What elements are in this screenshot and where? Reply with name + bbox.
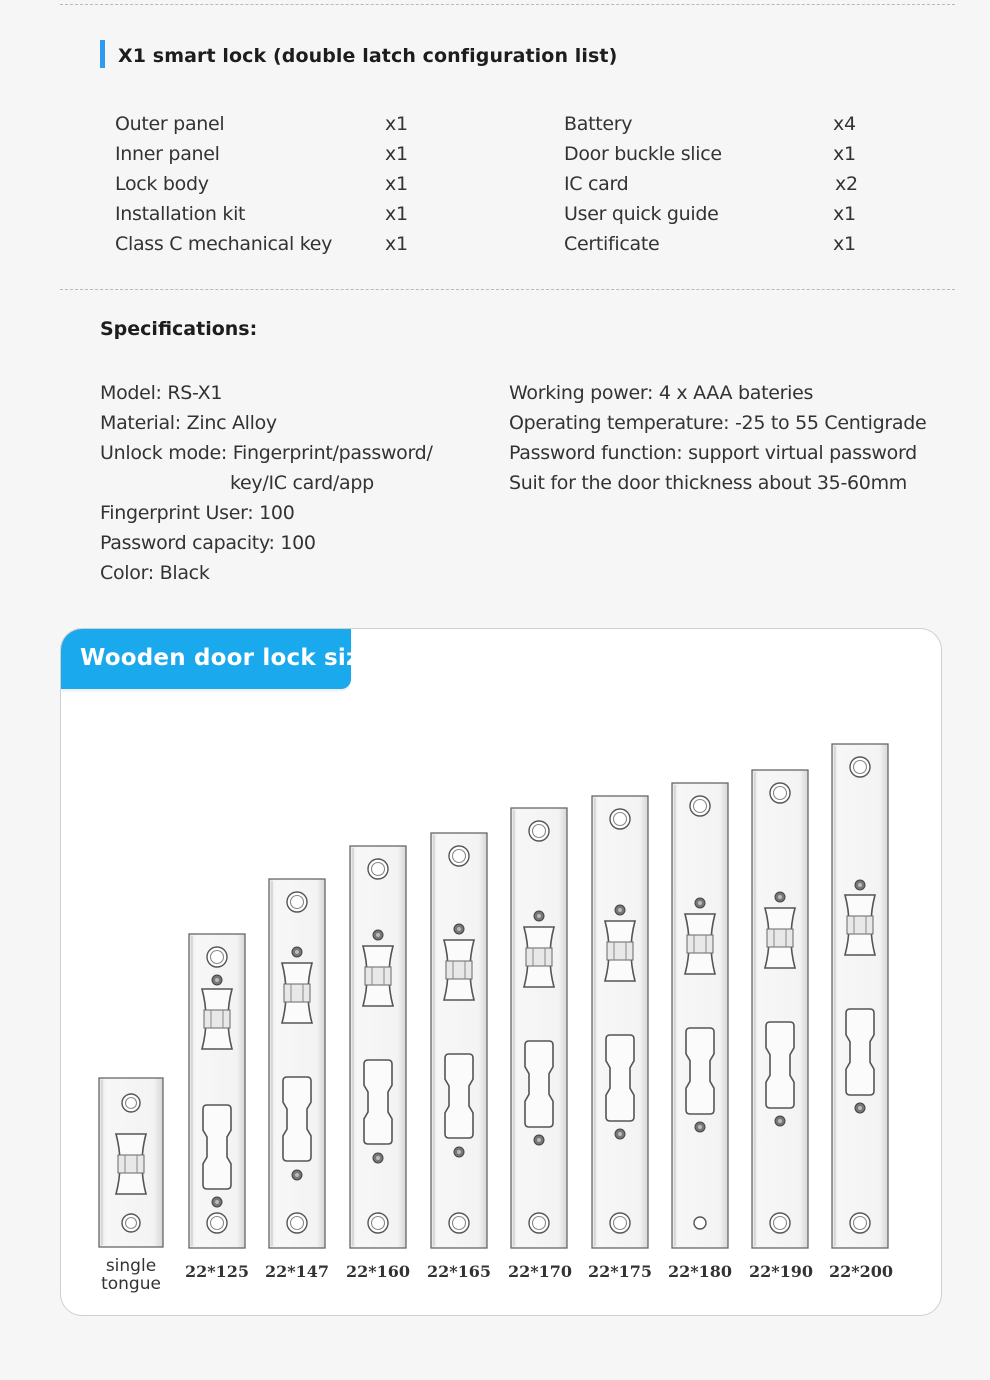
size-label: 22*170 [507, 1262, 573, 1281]
cylinder-slot [686, 1028, 714, 1114]
rivet-center [376, 1156, 380, 1160]
size-label: 22*125 [184, 1262, 250, 1281]
size-label: 22*180 [667, 1262, 733, 1281]
small-hole [694, 1217, 706, 1229]
config-item-qty: x1 [385, 143, 408, 165]
cylinder-slot [846, 1009, 874, 1095]
faceplate [511, 808, 567, 1248]
cylinder-slot [766, 1022, 794, 1108]
cylinder-slot [606, 1035, 634, 1121]
faceplate [592, 796, 648, 1248]
cylinder-slot [283, 1077, 311, 1161]
config-item-qty: x1 [385, 233, 408, 255]
config-item-qty: x1 [833, 143, 856, 165]
latch-tongue [204, 1010, 230, 1028]
rivet-center [457, 1150, 461, 1154]
cylinder-slot [364, 1060, 392, 1144]
rivet-center [778, 1119, 782, 1123]
faceplate [752, 770, 808, 1248]
spec-line: Fingerprint User: 100 [100, 502, 295, 524]
config-item-name: Battery [564, 113, 633, 135]
latch-tongue [118, 1155, 144, 1173]
config-item-qty: x1 [833, 233, 856, 255]
lock-size-title: Wooden door lock size [80, 645, 376, 671]
faceplate [431, 833, 487, 1248]
rivet-center [215, 1200, 219, 1204]
latch-tongue [365, 967, 391, 985]
config-item-qty: x1 [833, 203, 856, 225]
screw-hole [122, 1214, 140, 1232]
single-label-line-1: single [105, 1256, 157, 1276]
latch-tongue [284, 984, 310, 1002]
faceplate [350, 846, 406, 1248]
faceplate [269, 879, 325, 1248]
config-item-name: Inner panel [115, 143, 220, 165]
faceplate [832, 744, 888, 1248]
spec-line: Password function: support virtual password [509, 442, 917, 464]
spec-line: Color: Black [100, 562, 210, 584]
cylinder-slot [525, 1041, 553, 1127]
config-item-name: IC card [564, 173, 629, 195]
size-label: 22*160 [345, 1262, 411, 1281]
rivet-center [618, 1132, 622, 1136]
latch-tongue [446, 961, 472, 979]
config-item-name: Class C mechanical key [115, 233, 333, 255]
rivet-center [215, 978, 219, 982]
rivet-center [537, 914, 541, 918]
config-item-qty: x1 [385, 203, 408, 225]
faceplate [672, 783, 728, 1248]
rivet-center [778, 895, 782, 899]
config-title-text: X1 smart lock (double latch configuration list) [118, 45, 618, 67]
rivet-center [457, 927, 461, 931]
rivet-center [858, 883, 862, 887]
config-item-qty: x1 [385, 113, 408, 135]
config-item-name: Outer panel [115, 113, 225, 135]
rivet-center [537, 1138, 541, 1142]
single-tongue-label [101, 1257, 161, 1293]
spec-line: Material: Zinc Alloy [100, 412, 277, 434]
latch-tongue [607, 942, 633, 960]
config-item-name: Certificate [564, 233, 660, 255]
latch-tongue [687, 935, 713, 953]
latch-tongue [526, 948, 552, 966]
spec-line: key/IC card/app [230, 472, 374, 494]
config-item-name: Lock body [115, 173, 209, 195]
size-label: 22*147 [264, 1262, 330, 1281]
spec-line: Operating temperature: -25 to 55 Centigrade [509, 412, 927, 434]
size-label: 22*165 [426, 1262, 492, 1281]
config-item-qty: x2 [835, 173, 858, 195]
size-label: 22*200 [828, 1262, 894, 1281]
size-label: 22*190 [748, 1262, 814, 1281]
rivet-center [858, 1106, 862, 1110]
single-label-line-2: tongue [101, 1274, 161, 1294]
spec-line: Unlock mode: Fingerprint/password/ [100, 442, 433, 464]
spec-line: Model: RS-X1 [100, 382, 223, 404]
config-item-name: Installation kit [115, 203, 246, 225]
rivet-center [698, 1125, 702, 1129]
size-label: 22*175 [587, 1262, 653, 1281]
latch-tongue [847, 916, 873, 934]
config-item-qty: x4 [833, 113, 856, 135]
spec-line: Suit for the door thickness about 35-60mm [509, 472, 907, 494]
config-item-name: Door buckle slice [564, 143, 722, 165]
config-item-name: User quick guide [564, 203, 719, 225]
spec-line: Password capacity: 100 [100, 532, 316, 554]
rivet-center [376, 933, 380, 937]
rivet-center [698, 901, 702, 905]
rivet-center [295, 1173, 299, 1177]
rivet-center [618, 908, 622, 912]
spec-line: Working power: 4 x AAA bateries [509, 382, 814, 404]
latch-tongue [767, 929, 793, 947]
specifications-heading: Specifications: [100, 318, 258, 340]
cylinder-slot [445, 1054, 473, 1138]
config-item-qty: x1 [385, 173, 408, 195]
rivet-center [295, 950, 299, 954]
cylinder-slot [203, 1105, 231, 1189]
screw-hole [122, 1094, 140, 1112]
